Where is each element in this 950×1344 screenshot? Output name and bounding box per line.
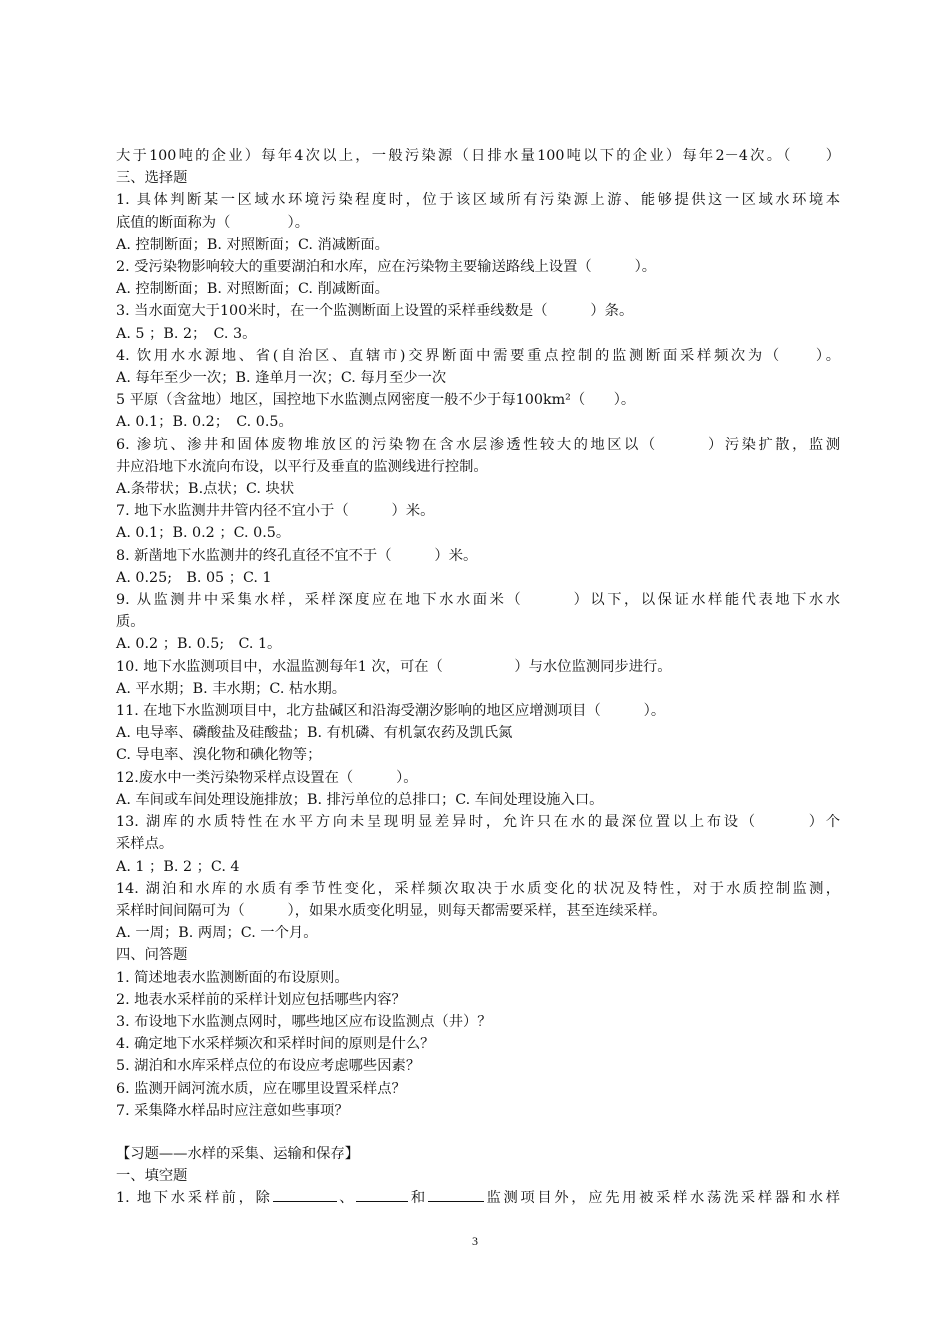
text-line: A. 控制断面；B. 对照断面；C. 削减断面。 <box>116 281 389 298</box>
answer-blank <box>428 1187 484 1202</box>
text-line: A. 一周；B. 两周；C. 一个月。 <box>116 925 318 942</box>
text-line: 10. 地下水监测项目中，水温监测每年1 次，可在（ ）与水位监测同步进行。 <box>116 658 672 675</box>
text-line: A.条带状；B.点状；C. 块状 <box>116 481 295 498</box>
question-text: 监测项目外，应先用被采样水荡洗采样器和水样 <box>483 1190 841 1207</box>
text-line: 采样时间间隔可为（ ），如果水质变化明显，则每天都需要采样，甚至连续采样。 <box>116 902 667 919</box>
text-line: C. 导电率、溴化物和碘化物等； <box>116 747 322 764</box>
text-line: 井应沿地下水流向布设，以平行及垂直的监测线进行控制。 <box>116 458 488 475</box>
text-line: 5 平原（含盆地）地区，国控地下水监测点网密度一般不少于每100km²（ ）。 <box>116 392 636 409</box>
answer-blank <box>356 1187 408 1202</box>
text-line: A. 每年至少一次；B. 逢单月一次；C. 每月至少一次 <box>116 370 447 387</box>
text-line: A. 0.1；B. 0.2； C. 0.5。 <box>116 414 293 431</box>
text-line: 5. 湖泊和水库采样点位的布设应考虑哪些因素？ <box>116 1058 421 1075</box>
text-line: 7. 地下水监测井井管内径不宜小于（ ）米。 <box>116 503 435 520</box>
text-line: 质。 <box>116 614 145 631</box>
text-line: A. 1 ；B. 2 ；C. 4 <box>116 858 240 875</box>
text-line: A. 0.2 ；B. 0.5; C. 1。 <box>116 636 282 653</box>
text-line: 4. 确定地下水采样频次和采样时间的原则是什么？ <box>116 1036 435 1053</box>
question-text: 1. 地下水采样前，除 <box>116 1190 273 1207</box>
paragraph-gap <box>116 1122 840 1143</box>
text-line: 11. 在地下水监测项目中，北方盐碱区和沿海受潮汐影响的地区应增测项目（ ）。 <box>116 703 666 720</box>
text-line: 4. 饮用水水源地、省(自治区、直辖市)交界断面中需要重点控制的监测断面采样频次为（ ）。 <box>116 347 840 364</box>
text-line: 12.废水中一类污染物采样点设置在（ ）。 <box>116 769 418 786</box>
text-line: A. 0.1；B. 0.2 ；C. 0.5。 <box>116 525 291 542</box>
text-line: 1. 简述地表水监测断面的布设原则。 <box>116 969 349 986</box>
text-line: 1. 具体判断某一区域水环境污染程度时，位于该区域所有污染源上游、能够提供这一区域水环境本 <box>116 192 840 209</box>
text-line: 3. 布设地下水监测点网时，哪些地区应布设监测点（井）？ <box>116 1013 492 1030</box>
text-line: A. 5 ；B. 2； C. 3。 <box>116 325 257 342</box>
question-lines <box>116 145 840 1122</box>
section-heading: 一、填空题 <box>116 1168 188 1185</box>
fill-blank-question <box>116 1187 840 1209</box>
text-line: 13. 湖库的水质特性在水平方向未呈现明显差异时，允许只在水的最深位置以上布设（ ）个 <box>116 814 840 831</box>
text-line: 7. 采集降水样品时应注意如些事项？ <box>116 1102 349 1119</box>
text-line: A. 车间或车间处理设施排放；B. 排污单位的总排口；C. 车间处理设施入口。 <box>116 791 604 808</box>
text-line: 6. 渗坑、渗井和固体废物堆放区的污染物在含水层渗透性较大的地区以（ ）污染扩散，监测 <box>116 436 840 453</box>
section-heading: 三、选择题 <box>116 170 188 187</box>
text-line: 6. 监测开阔河流水质，应在哪里设置采样点？ <box>116 1080 406 1097</box>
text-line: 9. 从监测井中采集水样，采样深度应在地下水水面米（ ）以下，以保证水样能代表地下水水 <box>116 592 840 609</box>
separator-text: 、 <box>336 1190 357 1207</box>
section-heading: 四、问答题 <box>116 947 188 964</box>
document-page <box>116 145 840 1210</box>
page-number: 3 <box>472 1234 478 1248</box>
text-line: A. 0.25; B. 05 ；C. 1 <box>116 569 272 586</box>
text-line: 8. 新凿地下水监测井的终孔直径不宜不于（ ）米。 <box>116 547 478 564</box>
separator-text: 和 <box>408 1190 428 1207</box>
answer-blank <box>273 1187 337 1202</box>
text-line: 底值的断面称为（ ）。 <box>116 214 310 231</box>
text-line: A. 控制断面；B. 对照断面；C. 消减断面。 <box>116 236 389 253</box>
text-line: 2. 地表水采样前的采样计划应包括哪些内容？ <box>116 991 406 1008</box>
text-line: 14. 湖泊和水库的水质有季节性变化，采样频次取决于水质变化的状况及特性，对于水质控制监测， <box>116 880 840 897</box>
text-line: A. 平水期；B. 丰水期；C. 枯水期。 <box>116 680 347 697</box>
text-line: 大于100吨的企业）每年4次以上，一般污染源（日排水量100吨以下的企业）每年2－4次。（ ） <box>116 148 840 164</box>
text-line: 3. 当水面宽大于100米时，在一个监测断面上设置的采样垂线数是（ ）条。 <box>116 303 634 320</box>
text-line: 2. 受污染物影响较大的重要湖泊和水库，应在污染物主要输送路线上设置（ ）。 <box>116 259 657 276</box>
text-line: 采样点。 <box>116 836 174 853</box>
text-line: A. 电导率、磷酸盐及硅酸盐；B. 有机磷、有机氯农药及凯氏氮 <box>116 725 513 742</box>
exercise-title: 【习题——水样的采集、运输和保存】 <box>116 1145 360 1162</box>
